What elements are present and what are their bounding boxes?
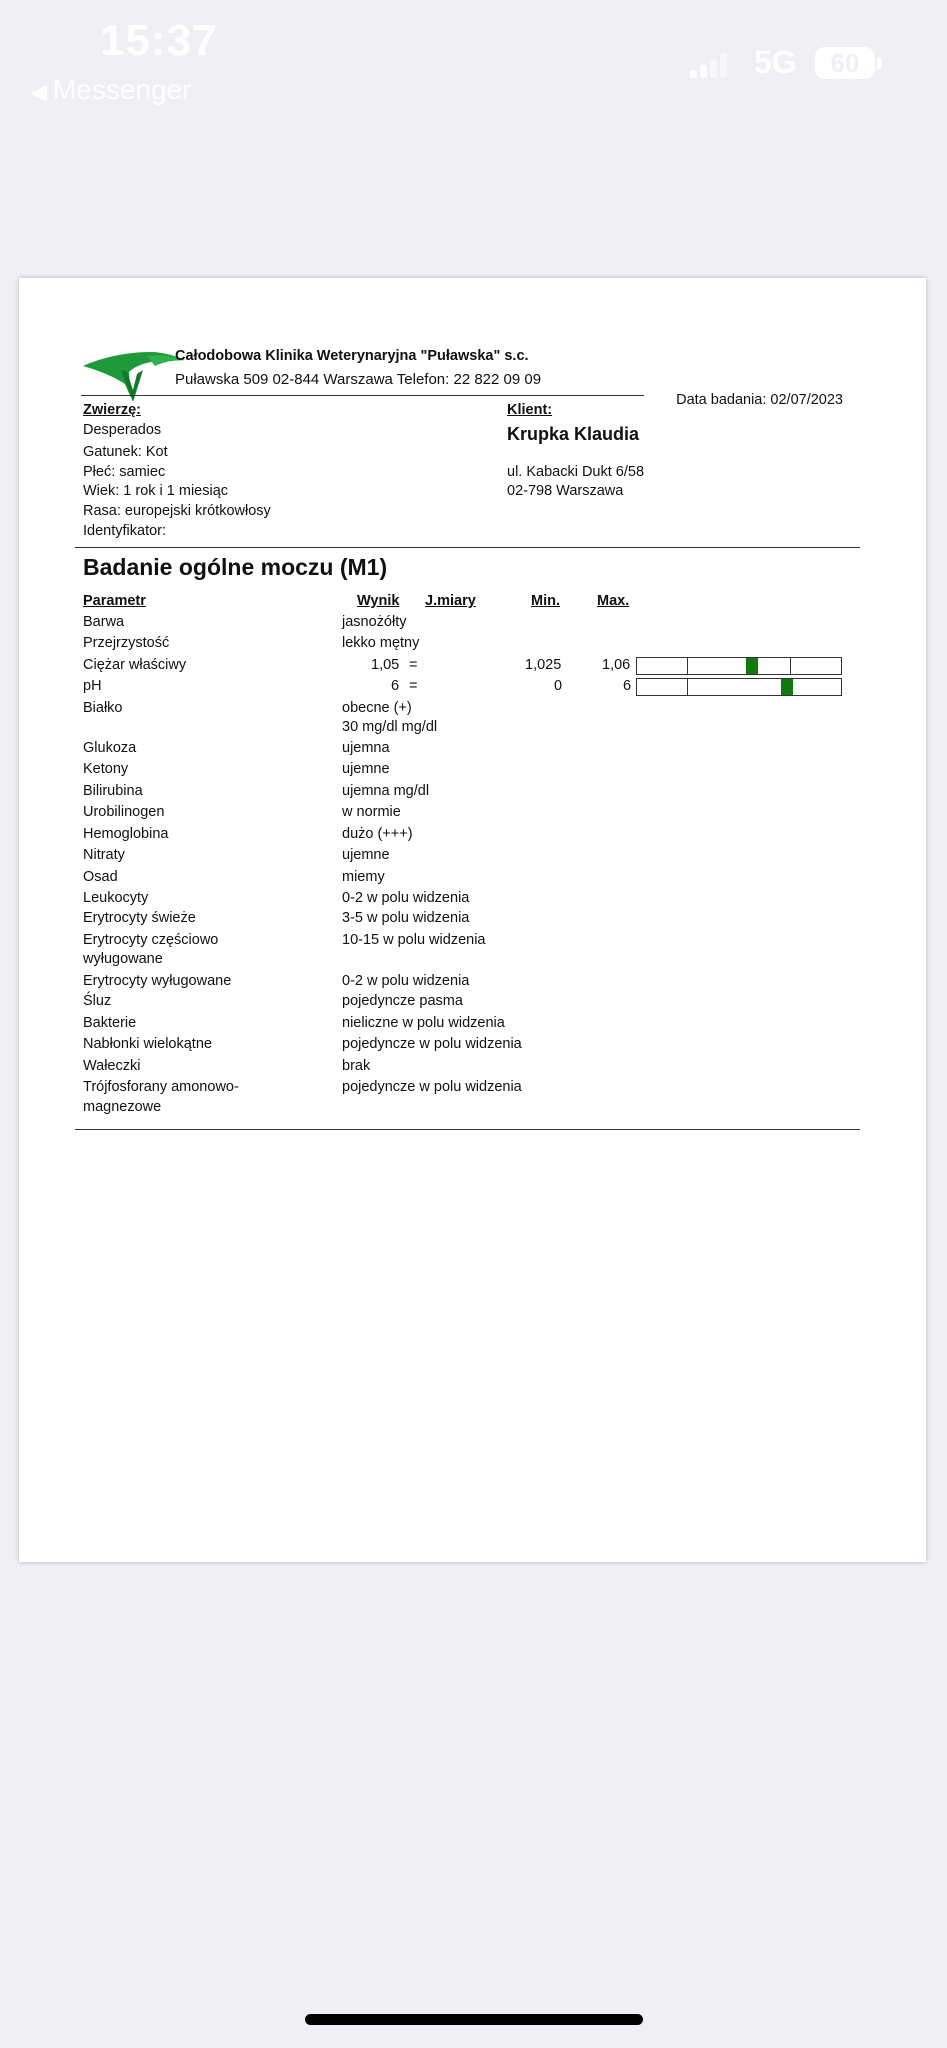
- header-divider: [81, 395, 644, 396]
- row-param: pH: [83, 678, 102, 694]
- animal-label: Zwierzę:: [83, 402, 142, 418]
- row-min: 1,025: [525, 657, 562, 673]
- home-indicator[interactable]: [305, 2014, 643, 2025]
- row-result: brak: [342, 1058, 371, 1074]
- row-param: Przejrzystość: [83, 635, 170, 651]
- row-param: Hemoglobina: [83, 826, 169, 842]
- row-result: pojedyncze pasma: [342, 993, 463, 1009]
- row-min: 0: [554, 678, 563, 694]
- row-param: Trójfosforany amonowo-: [83, 1079, 239, 1095]
- row-param: Ciężar właściwy: [83, 657, 187, 673]
- header-parameter: Parametr: [83, 593, 146, 609]
- row-param: Śluz: [83, 993, 112, 1009]
- clinic-address: Puławska 509 02-844 Warszawa Telefon: 22 822 09 09: [175, 371, 542, 388]
- row-param: Erytrocyty świeże: [83, 910, 196, 926]
- animal-sex: Płeć: samiec: [83, 464, 166, 480]
- row-param: Ketony: [83, 761, 129, 777]
- row-result: 10-15 w polu widzenia: [342, 932, 486, 948]
- row-param: Nitraty: [83, 847, 125, 863]
- row-result: 3-5 w polu widzenia: [342, 910, 470, 926]
- row-result: pojedyncze w polu widzenia: [342, 1036, 522, 1052]
- row-param-line2: magnezowe: [83, 1099, 162, 1115]
- row-param: Barwa: [83, 614, 125, 630]
- row-result: ujemne: [342, 761, 390, 777]
- header-min: Min.: [531, 593, 560, 609]
- row-param: Osad: [83, 869, 118, 885]
- animal-name: Desperados: [83, 422, 162, 438]
- row-result: ujemna: [342, 740, 390, 756]
- test-title: Badanie ogólne moczu (M1): [83, 554, 388, 580]
- header-result: Wynik: [357, 593, 400, 609]
- animal-age: Wiek: 1 rok i 1 miesiąc: [83, 483, 229, 499]
- battery-tip-icon: [877, 57, 882, 69]
- row-param: Glukoza: [83, 740, 137, 756]
- client-name: Krupka Klaudia: [507, 424, 640, 444]
- row-result: w normie: [342, 804, 401, 820]
- back-to-app-link[interactable]: [30, 74, 191, 106]
- row-result: pojedyncze w polu widzenia: [342, 1079, 522, 1095]
- row-result: jasnożółty: [342, 614, 407, 630]
- table-bottom-divider: [75, 1129, 860, 1130]
- row-param: Erytrocyty częściowo: [83, 932, 219, 948]
- document-content: [19, 278, 926, 1562]
- row-result: dużo (+++): [342, 826, 413, 842]
- row-param: Bakterie: [83, 1015, 137, 1031]
- battery-icon: [815, 47, 875, 79]
- row-result: lekko mętny: [342, 635, 420, 651]
- row-param: Erytrocyty wyługowane: [83, 973, 232, 989]
- battery-level: 60: [830, 48, 860, 78]
- client-city: 02-798 Warszawa: [507, 483, 624, 499]
- row-param: Urobilinogen: [83, 804, 165, 820]
- range-bar-marker: [781, 679, 793, 695]
- animal-id: Identyfikator:: [83, 523, 167, 539]
- row-param-line2: wyługowane: [83, 951, 163, 967]
- row-result: 0-2 w polu widzenia: [342, 973, 470, 989]
- row-result: nieliczne w polu widzenia: [342, 1015, 505, 1031]
- section-divider: [75, 547, 860, 548]
- header-max: Max.: [597, 593, 630, 609]
- animal-breed: Rasa: europejski krótkowłosy: [83, 503, 271, 519]
- range-bar-marker: [746, 658, 758, 674]
- row-max: 6: [623, 678, 632, 694]
- signal-icon: [690, 52, 730, 78]
- client-label: Klient:: [507, 402, 553, 418]
- row-result-line2: 30 mg/dl mg/dl: [342, 719, 438, 735]
- row-param: Białko: [83, 700, 123, 716]
- row-value: 6: [391, 678, 400, 694]
- row-flag: =: [409, 657, 418, 673]
- row-param: Leukocyty: [83, 890, 149, 906]
- back-chevron-icon: ◀: [30, 79, 47, 104]
- row-result: ujemna mg/dl: [342, 783, 430, 799]
- row-param: Bilirubina: [83, 783, 143, 799]
- row-result: miemy: [342, 869, 385, 885]
- row-value: 1,05: [371, 657, 400, 673]
- row-result: ujemne: [342, 847, 390, 863]
- client-street: ul. Kabacki Dukt 6/58: [507, 464, 645, 480]
- row-result: obecne (+): [342, 700, 412, 716]
- status-time: 15:37: [100, 16, 218, 65]
- document-page: [19, 278, 926, 1562]
- range-bar: [636, 657, 842, 675]
- range-bar: [636, 678, 842, 696]
- row-max: 1,06: [602, 657, 631, 673]
- row-result: 0-2 w polu widzenia: [342, 890, 470, 906]
- back-app-label: Messenger: [52, 74, 192, 105]
- network-label: 5G: [754, 44, 797, 80]
- exam-date: Data badania: 02/07/2023: [676, 392, 843, 408]
- animal-species: Gatunek: Kot: [83, 444, 168, 460]
- row-param: Wałeczki: [83, 1058, 141, 1074]
- header-unit: J.miary: [425, 593, 476, 609]
- clinic-name: Całodobowa Klinika Weterynaryjna "Puławska" s.c.: [175, 348, 529, 364]
- row-flag: =: [409, 678, 418, 694]
- row-param: Nabłonki wielokątne: [83, 1036, 212, 1052]
- clinic-logo-icon: [81, 348, 189, 410]
